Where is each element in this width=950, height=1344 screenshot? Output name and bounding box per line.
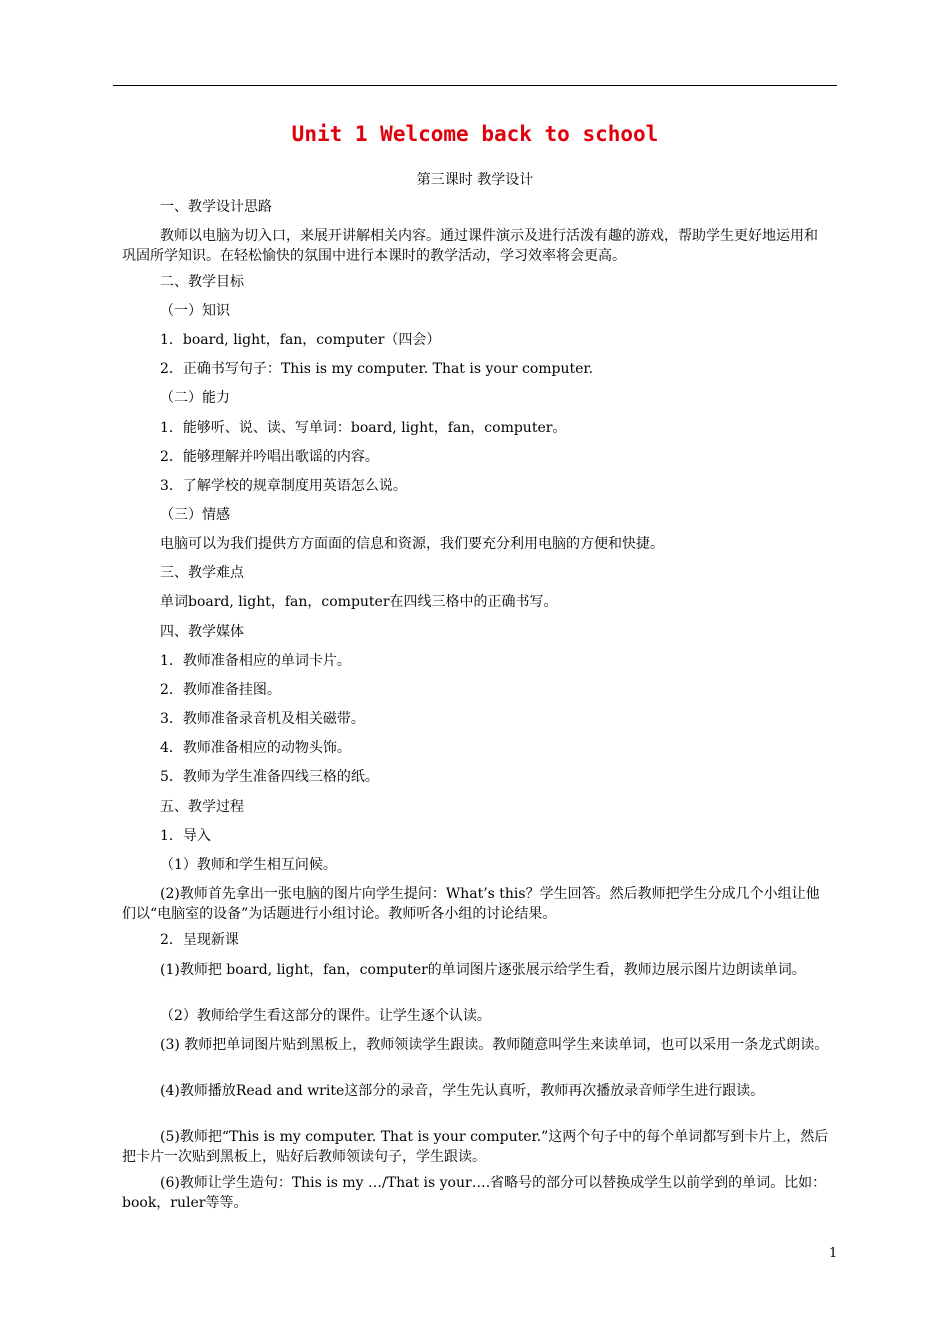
document-subtitle: 第三课时 教学设计 [416,172,534,188]
paragraph: (1)教师把 board, light，fan，computer的单词图片逐张展示给学生看，教师边展示图片边朗读单词。 [160,962,806,978]
list-item: 2．正确书写句子：This is my computer. That is your computer. [160,361,594,377]
list-item: 5．教师为学生准备四线三格的纸。 [160,769,379,785]
section-heading: 二、教学目标 [160,274,244,290]
section-heading: 五、教学过程 [160,799,244,815]
subsection-heading: （一）知识 [160,303,230,319]
list-item: 1．board, light，fan，computer（四会） [160,332,441,348]
paragraph: (5)教师把“This is my computer. That is your computer.”这两个句子中的每个单词都写到卡片上，然后把卡片一次贴到黑板上，贴好后教师领读句子，学生跟读。 [122,1129,829,1165]
paragraph: (2)教师首先拿出一张电脑的图片向学生提问：What’s this？学生回答。然后教师把学生分成几个小组让他们以“电脑室的设备”为话题进行小组讨论。教师听各小组的讨论结果。 [122,886,820,922]
list-item: 1．教师准备相应的单词卡片。 [160,653,351,669]
list-item: 2．能够理解并吟唱出歌谣的内容。 [160,449,379,465]
list-item: （2）教师给学生看这部分的课件。让学生逐个认读。 [160,1008,491,1024]
paragraph: (6)教师让学生造句：This is my …/That is your….省略号的部分可以替换成学生以前学到的单词。比如：book，ruler等等。 [122,1175,827,1211]
subsection-heading: （二）能力 [160,390,230,406]
section-heading: 三、教学难点 [160,565,244,581]
paragraph: 单词board, light，fan，computer在四线三格中的正确书写。 [160,594,558,610]
list-item: （1）教师和学生相互问候。 [160,857,337,873]
paragraph: 教师以电脑为切入口，来展开讲解相关内容。通过课件演示及进行活泼有趣的游戏，帮助学生更好地运用和巩固所学知识。在轻松愉快的氛围中进行本课时的教学活动，学习效率将会更高。 [122,228,818,264]
list-item: 2．教师准备挂图。 [160,682,281,698]
subsection-heading: 1．导入 [160,828,211,844]
list-item: 3．了解学校的规章制度用英语怎么说。 [160,478,407,494]
list-item: 3．教师准备录音机及相关磁带。 [160,711,365,727]
subsection-heading: （三）情感 [160,507,230,523]
page-number: 1 [829,1246,838,1261]
paragraph: 电脑可以为我们提供方方面面的信息和资源，我们要充分利用电脑的方便和快捷。 [160,536,664,552]
subsection-heading: 2．呈现新课 [160,932,239,948]
paragraph: (4)教师播放Read and write这部分的录音，学生先认真听，教师再次播放录音师学生进行跟读。 [160,1083,765,1099]
list-item: 1．能够听、说、读、写单词：board, light，fan，computer。 [160,420,567,436]
section-heading: 一、教学设计思路 [160,199,272,215]
list-item: 4．教师准备相应的动物头饰。 [160,740,351,756]
section-heading: 四、教学媒体 [160,624,244,640]
header-rule [113,85,837,86]
document-title: Unit 1 Welcome back to school [291,122,659,146]
paragraph: (3) 教师把单词图片贴到黑板上，教师领读学生跟读。教师随意叫学生来读单词，也可以采用一条龙式朗读。 [160,1037,829,1053]
